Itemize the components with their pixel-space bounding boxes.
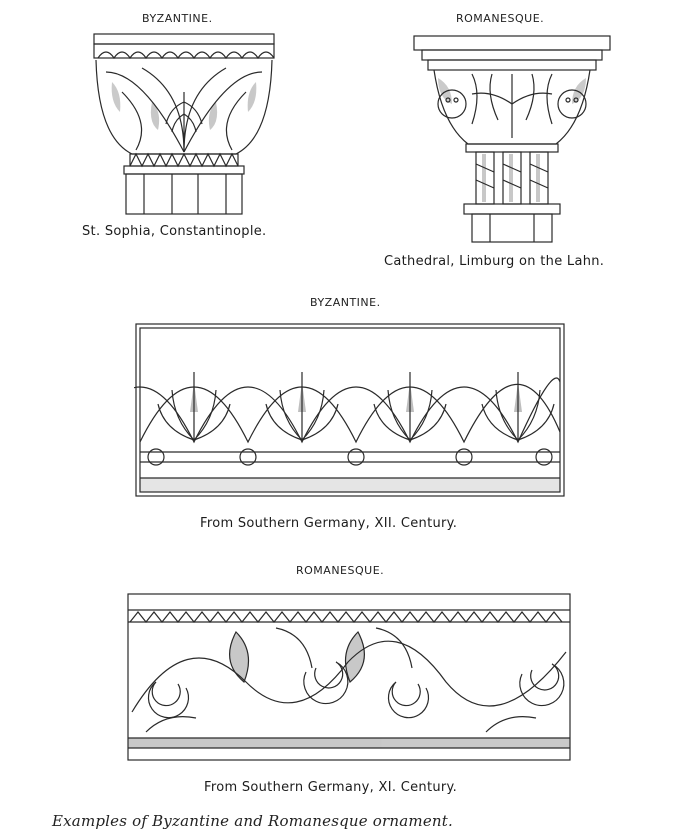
byzantine-heading-middle: BYZANTINE. (310, 296, 381, 309)
romanesque-capital-illustration (412, 34, 612, 244)
romanesque-heading-bottom: ROMANESQUE. (296, 564, 385, 577)
xi-century-caption: From Southern Germany, XI. Century. (204, 780, 458, 795)
byzantine-heading-top: BYZANTINE. (142, 12, 213, 25)
st-sophia-caption: St. Sophia, Constantinople. (82, 224, 267, 239)
xii-century-caption: From Southern Germany, XII. Century. (200, 516, 458, 531)
romanesque-frieze-illustration (126, 592, 572, 762)
romanesque-heading-top: ROMANESQUE. (456, 12, 545, 25)
limburg-caption: Cathedral, Limburg on the Lahn. (384, 254, 605, 269)
byzantine-frieze-illustration (134, 322, 566, 498)
byzantine-capital-illustration (92, 32, 276, 216)
plate-caption: Examples of Byzantine and Romanesque ornament. (52, 812, 453, 830)
